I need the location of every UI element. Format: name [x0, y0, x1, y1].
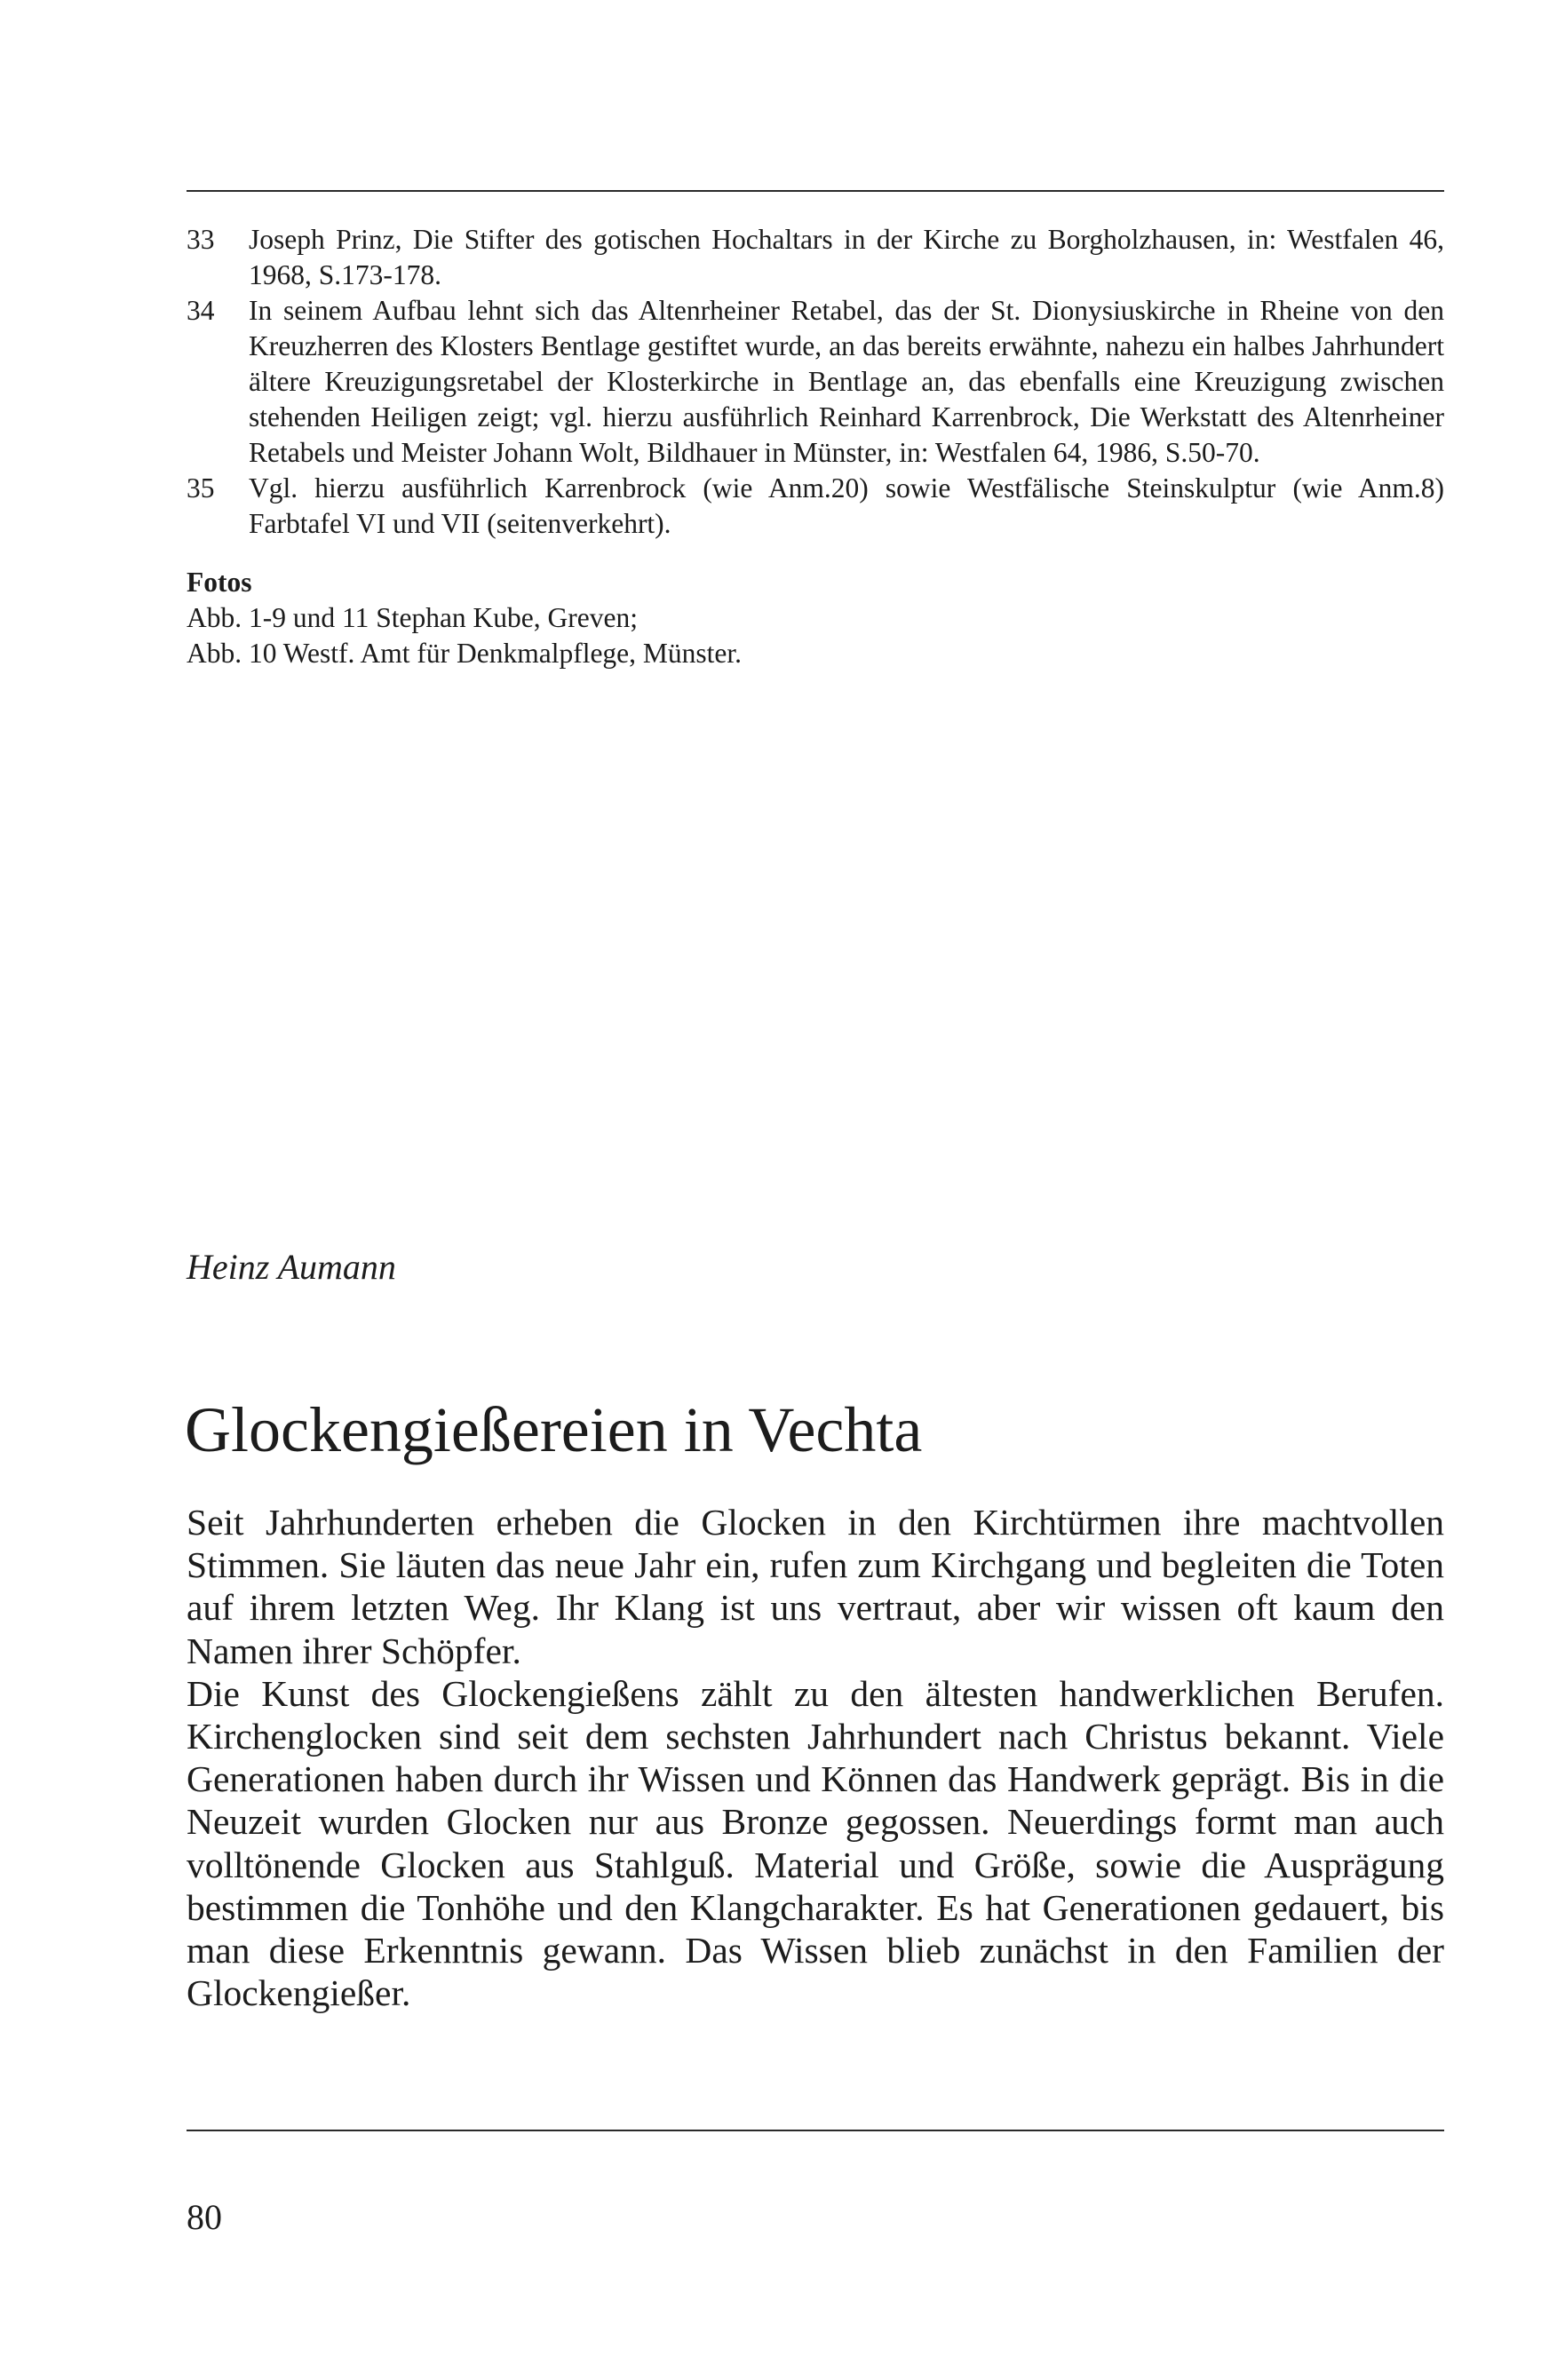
footnote-34: [187, 293, 1444, 471]
article-title: Glockengießereien in Vechta: [185, 1394, 923, 1465]
photo-credits: [187, 565, 1252, 671]
footnote-number: 33: [187, 224, 215, 255]
body-paragraph: Die Kunst des Glockengießens zählt zu den ältesten handwerklichen Berufen. Kirchenglocken sind seit dem sechsten Jahrhundert nach Christus bekannt. Viele Generationen haben durch ihr Wissen und Können das Handwerk geprägt. Bis in die Neuzeit wurden Glocken nur aus Bronze gegossen. Neuerdings formt man auch volltönende Glocken aus Stahlguß. Material und Größe, sowie die Ausprägung bestimmen die Tonhöhe und den Klangcharakter. Es hat Generationen gedauert, bis man diese Erkenntnis gewann. Das Wissen blieb zunächst in den Familien der Glockengießer.: [187, 1672, 1444, 2014]
photo-credit-line: Abb. 10 Westf. Amt für Denkmalpflege, Münster.: [187, 638, 743, 669]
footnote-number: 34: [187, 295, 215, 326]
article-body: [187, 1501, 1444, 2014]
page-number: 80: [187, 2197, 222, 2237]
photo-credit-line: Abb. 1-9 und 11 Stephan Kube, Greven;: [187, 602, 638, 633]
footnote-text: Vgl. hierzu ausführlich Karrenbrock (wie Anm.20) sowie Westfälische Steinskulptur (wie Anm.8) Farbtafel VI und VII (seitenverkehrt).: [249, 472, 1444, 539]
article-author: Heinz Aumann: [187, 1247, 396, 1287]
footnote-33: [187, 222, 1444, 293]
footnote-text: Joseph Prinz, Die Stifter des gotischen Hochaltars in der Kirche zu Borgholzhausen, in: Westfalen 46, 1968, S.173-178.: [249, 224, 1444, 290]
footnote-text: In seinem Aufbau lehnt sich das Altenrheiner Retabel, das der St. Dionysiuskirche in Rheine von den Kreuzherren des Klosters Bentlage gestiftet wurde, an das bereits erwähnte, nahezu ein halbes Jahrhundert ältere Kreuzigungsretabel der Klosterkirche in Bentlage an, das ebenfalls eine Kreuzigung zwischen stehenden Heiligen zeigt; vgl. hierzu ausführlich Reinhard Karrenbrock, Die Werkstatt des Altenrheiner Retabels und Meister Johann Wolt, Bildhauer in Münster, in: Westfalen 64, 1986, S.50-70.: [249, 295, 1444, 468]
body-paragraph: Seit Jahrhunderten erheben die Glocken in den Kirchtürmen ihre machtvollen Stimmen. Sie läuten das neue Jahr ein, rufen zum Kirchgang und begleiten die Toten auf ihrem letzten Weg. Ihr Klang ist uns vertraut, aber wir wissen oft kaum den Namen ihrer Schöpfer.: [187, 1502, 1444, 1671]
top-divider: [187, 190, 1444, 192]
footnote-number: 35: [187, 472, 215, 504]
photo-credits-heading: Fotos: [187, 567, 252, 598]
footnote-35: [187, 471, 1444, 542]
footnotes-section: [187, 222, 1444, 542]
bottom-divider: [187, 2130, 1444, 2131]
